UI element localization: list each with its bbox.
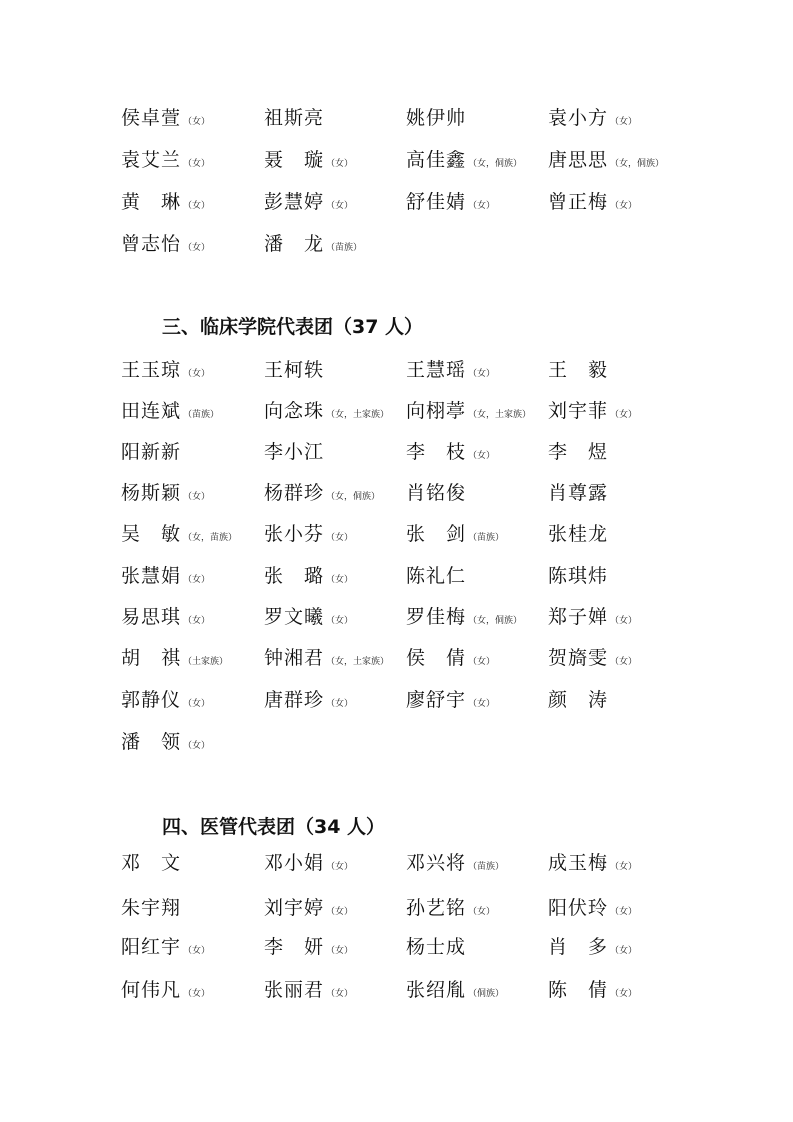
member-note: （女） — [326, 616, 354, 626]
member-entry — [264, 437, 324, 468]
member-note: （女） — [326, 533, 354, 543]
member-name: 潘 领 — [121, 731, 182, 753]
member-note: （女） — [326, 575, 354, 585]
member-entry — [406, 103, 466, 134]
member-entry — [406, 975, 504, 1009]
member-entry — [121, 478, 210, 512]
member-note: （女） — [183, 159, 211, 169]
member-entry — [121, 643, 228, 677]
member-name: 杨士成 — [406, 936, 467, 958]
member-entry — [121, 396, 219, 430]
member-entry — [264, 478, 380, 512]
member-name: 李 煜 — [548, 441, 609, 463]
member-name: 颜 涛 — [548, 689, 609, 711]
member-name: 袁艾兰 — [121, 149, 182, 171]
member-entry — [121, 187, 210, 221]
member-name: 吴 敏 — [121, 523, 182, 545]
member-name: 肖铭俊 — [406, 482, 467, 504]
member-note: （女） — [183, 741, 211, 751]
member-name: 王玉琼 — [121, 359, 182, 381]
name-row — [0, 561, 793, 591]
member-name: 郑子婵 — [548, 606, 609, 628]
member-entry — [121, 975, 210, 1009]
member-note: （女） — [326, 159, 354, 169]
member-note: （女） — [183, 492, 211, 502]
member-entry — [406, 602, 522, 636]
member-entry — [548, 145, 664, 179]
member-note: （女） — [610, 946, 638, 956]
member-entry — [264, 848, 353, 882]
member-name: 姚伊帅 — [406, 107, 467, 129]
member-entry — [121, 229, 210, 263]
member-entry — [406, 519, 504, 553]
member-note: （女） — [326, 907, 354, 917]
member-note: （女，侗族） — [468, 616, 523, 626]
name-row — [0, 975, 793, 1005]
member-entry — [406, 478, 466, 509]
member-note: （女） — [183, 575, 211, 585]
member-name: 陈琪炜 — [548, 565, 609, 587]
member-name: 向念珠 — [264, 400, 325, 422]
name-row — [0, 187, 793, 217]
name-row — [0, 932, 793, 962]
member-entry — [548, 187, 637, 221]
member-entry — [548, 561, 608, 592]
member-note: （女） — [610, 117, 638, 127]
member-note: （女） — [468, 451, 496, 461]
member-entry — [264, 643, 389, 677]
member-name: 阳伏玲 — [548, 897, 609, 919]
member-name: 曾志怡 — [121, 233, 182, 255]
member-entry — [406, 932, 466, 963]
member-name: 侯卓萱 — [121, 107, 182, 129]
member-note: （女） — [183, 946, 211, 956]
member-entry — [264, 145, 353, 179]
member-note: （女） — [468, 201, 496, 211]
name-row — [0, 355, 793, 385]
member-entry — [406, 893, 495, 927]
member-name: 李小江 — [264, 441, 325, 463]
member-name: 廖舒宇 — [406, 689, 467, 711]
member-note: （女） — [610, 989, 638, 999]
member-note: （女，土家族） — [326, 657, 390, 667]
member-entry — [264, 355, 324, 386]
member-name: 张桂龙 — [548, 523, 609, 545]
member-name: 罗佳梅 — [406, 606, 467, 628]
member-note: （侗族） — [468, 989, 505, 999]
member-entry — [264, 975, 353, 1009]
member-note: （女，苗族） — [183, 533, 238, 543]
name-row — [0, 103, 793, 133]
member-name: 唐群珍 — [264, 689, 325, 711]
member-note: （女） — [183, 201, 211, 211]
member-name: 成玉梅 — [548, 852, 609, 874]
member-name: 祖斯亮 — [264, 107, 325, 129]
member-name: 王慧瑶 — [406, 359, 467, 381]
member-entry — [121, 355, 210, 389]
member-name: 侯 倩 — [406, 647, 467, 669]
member-note: （女） — [610, 616, 638, 626]
member-entry — [121, 602, 210, 636]
member-entry — [548, 602, 637, 636]
member-entry — [548, 685, 608, 716]
member-note: （女） — [610, 862, 638, 872]
member-entry — [406, 437, 495, 471]
member-note: （女） — [610, 657, 638, 667]
member-entry — [406, 848, 504, 882]
member-note: （女） — [326, 989, 354, 999]
member-name: 黄 琳 — [121, 191, 182, 213]
member-name: 唐思思 — [548, 149, 609, 171]
member-entry — [264, 519, 353, 553]
member-name: 贺旖雯 — [548, 647, 609, 669]
member-note: （女） — [183, 243, 211, 253]
member-entry — [548, 519, 608, 550]
member-entry — [264, 103, 324, 134]
member-note: （女） — [326, 201, 354, 211]
member-entry — [548, 396, 637, 430]
member-note: （女） — [183, 117, 211, 127]
name-row — [0, 685, 793, 715]
member-name: 王 毅 — [548, 359, 609, 381]
member-entry — [548, 478, 608, 509]
member-note: （女） — [468, 369, 496, 379]
member-name: 邓 文 — [121, 852, 182, 874]
member-entry — [264, 685, 353, 719]
member-name: 李 妍 — [264, 936, 325, 958]
member-entry — [548, 643, 637, 677]
member-note: （土家族） — [183, 657, 229, 667]
member-name: 高佳鑫 — [406, 149, 467, 171]
member-entry — [264, 932, 353, 966]
member-name: 杨斯颖 — [121, 482, 182, 504]
member-entry — [548, 848, 637, 882]
member-note: （女，侗族） — [326, 492, 381, 502]
member-name: 舒佳婧 — [406, 191, 467, 213]
member-entry — [121, 561, 210, 595]
member-note: （女） — [610, 201, 638, 211]
member-entry — [548, 975, 637, 1009]
member-name: 张 璐 — [264, 565, 325, 587]
member-name: 潘 龙 — [264, 233, 325, 255]
member-name: 邓兴将 — [406, 852, 467, 874]
member-entry — [406, 561, 466, 592]
member-entry — [264, 561, 353, 595]
member-note: （女，土家族） — [468, 410, 532, 420]
member-name: 曾正梅 — [548, 191, 609, 213]
member-entry — [548, 893, 637, 927]
member-entry — [548, 437, 608, 468]
member-entry — [264, 893, 353, 927]
member-name: 何伟凡 — [121, 979, 182, 1001]
member-entry — [121, 932, 210, 966]
member-entry — [548, 932, 637, 966]
member-entry — [406, 187, 495, 221]
section-heading: 四、医管代表团（34 人） — [162, 816, 386, 838]
member-note: （女） — [468, 699, 496, 709]
member-name: 孙艺铭 — [406, 897, 467, 919]
member-name: 胡 祺 — [121, 647, 182, 669]
member-name: 刘宇菲 — [548, 400, 609, 422]
name-row — [0, 396, 793, 426]
member-entry — [121, 103, 210, 137]
name-row — [0, 145, 793, 175]
member-entry — [121, 848, 181, 879]
member-name: 邓小娟 — [264, 852, 325, 874]
name-row — [0, 229, 793, 259]
member-name: 阳新新 — [121, 441, 182, 463]
name-row — [0, 893, 793, 923]
member-entry — [121, 437, 181, 468]
member-note: （女） — [468, 657, 496, 667]
member-name: 聂 璇 — [264, 149, 325, 171]
member-name: 张丽君 — [264, 979, 325, 1001]
member-name: 张 剑 — [406, 523, 467, 545]
member-name: 张绍胤 — [406, 979, 467, 1001]
member-note: （女） — [183, 989, 211, 999]
member-name: 刘宇婷 — [264, 897, 325, 919]
member-entry — [121, 145, 210, 179]
name-row — [0, 519, 793, 549]
member-note: （女） — [610, 410, 638, 420]
member-entry — [121, 519, 237, 553]
member-name: 袁小方 — [548, 107, 609, 129]
member-note: （女） — [468, 907, 496, 917]
member-note: （女） — [183, 369, 211, 379]
name-row — [0, 848, 793, 878]
member-entry — [406, 643, 495, 677]
member-entry — [121, 685, 210, 719]
member-name: 杨群珍 — [264, 482, 325, 504]
member-entry — [406, 355, 495, 389]
member-note: （女，侗族） — [610, 159, 665, 169]
member-entry — [121, 727, 210, 761]
member-entry — [406, 145, 522, 179]
member-entry — [406, 396, 531, 430]
member-name: 肖 多 — [548, 936, 609, 958]
member-note: （女） — [183, 699, 211, 709]
member-entry — [264, 187, 353, 221]
name-row — [0, 602, 793, 632]
member-note: （苗族） — [183, 410, 220, 420]
member-name: 张慧娟 — [121, 565, 182, 587]
member-name: 易思琪 — [121, 606, 182, 628]
member-note: （女） — [610, 907, 638, 917]
member-name: 肖尊露 — [548, 482, 609, 504]
name-row — [0, 437, 793, 467]
member-note: （女） — [326, 699, 354, 709]
name-row — [0, 727, 793, 757]
member-entry — [548, 103, 637, 137]
member-name: 陈礼仁 — [406, 565, 467, 587]
member-name: 阳红宇 — [121, 936, 182, 958]
member-note: （女） — [326, 946, 354, 956]
member-name: 向栩葶 — [406, 400, 467, 422]
member-entry — [264, 396, 389, 430]
member-entry — [264, 602, 353, 636]
member-note: （苗族） — [468, 862, 505, 872]
member-entry — [406, 685, 495, 719]
section-heading: 三、临床学院代表团（37 人） — [162, 316, 424, 338]
member-note: （女） — [183, 616, 211, 626]
member-note: （苗族） — [326, 243, 363, 253]
member-note: （女，土家族） — [326, 410, 390, 420]
member-name: 罗文曦 — [264, 606, 325, 628]
member-note: （女） — [326, 862, 354, 872]
member-name: 彭慧婷 — [264, 191, 325, 213]
member-note: （苗族） — [468, 533, 505, 543]
member-entry — [548, 355, 608, 386]
member-entry — [264, 229, 362, 263]
member-name: 陈 倩 — [548, 979, 609, 1001]
member-name: 钟湘君 — [264, 647, 325, 669]
member-name: 张小芬 — [264, 523, 325, 545]
member-entry — [121, 893, 181, 924]
name-row — [0, 643, 793, 673]
member-name: 田连斌 — [121, 400, 182, 422]
name-row — [0, 478, 793, 508]
member-name: 郭静仪 — [121, 689, 182, 711]
member-note: （女，侗族） — [468, 159, 523, 169]
member-name: 李 枝 — [406, 441, 467, 463]
member-name: 朱宇翔 — [121, 897, 182, 919]
member-name: 王柯轶 — [264, 359, 325, 381]
